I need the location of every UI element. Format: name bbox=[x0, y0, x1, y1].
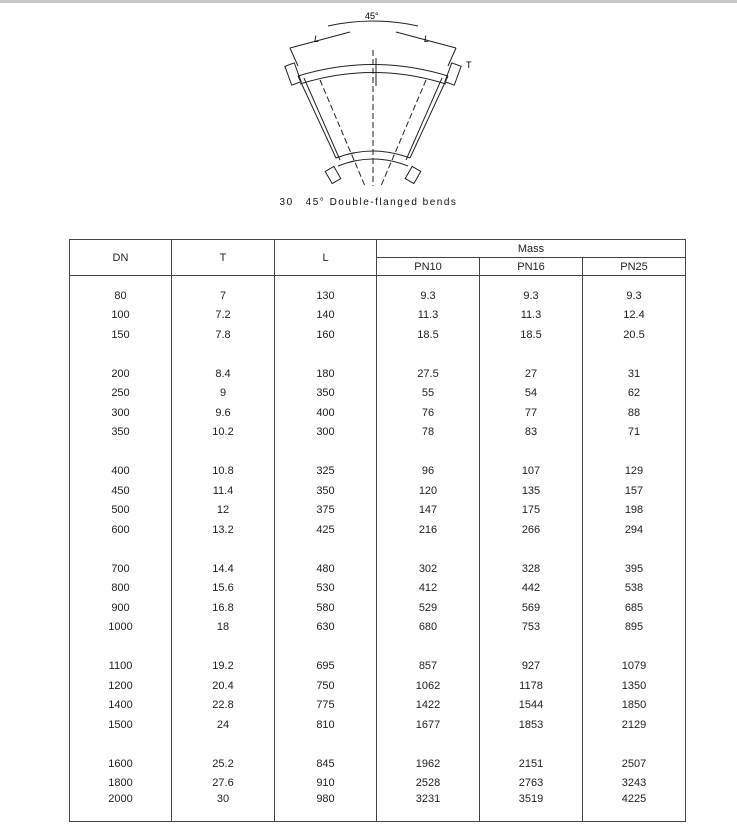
table-row bbox=[70, 618, 686, 638]
spacer-cell bbox=[377, 637, 480, 657]
figure-title: 45° Double-flanged bends bbox=[305, 197, 458, 208]
cell-t: 15.6 bbox=[172, 579, 275, 599]
spacer-cell bbox=[583, 637, 686, 657]
cell-pn25: 198 bbox=[583, 501, 686, 521]
cell-t: 10.8 bbox=[172, 462, 275, 482]
length-label-left: L bbox=[314, 34, 320, 44]
table-row bbox=[70, 715, 686, 735]
bend-diagram bbox=[268, 8, 478, 190]
cell-t: 7.2 bbox=[172, 306, 275, 326]
cell-dn: 1200 bbox=[70, 676, 172, 696]
cell-l: 375 bbox=[275, 501, 377, 521]
cell-pn10: 1422 bbox=[377, 696, 480, 716]
cell-t: 25.2 bbox=[172, 754, 275, 774]
cell-pn16: 2763 bbox=[480, 774, 583, 794]
cell-pn16: 9.3 bbox=[480, 276, 583, 306]
spacer-cell bbox=[480, 345, 583, 365]
table-row bbox=[70, 481, 686, 501]
header-l: L bbox=[275, 240, 377, 276]
cell-l: 130 bbox=[275, 276, 377, 306]
spacer-cell bbox=[377, 442, 480, 462]
spacer-cell bbox=[275, 345, 377, 365]
cell-pn10: 3231 bbox=[377, 793, 480, 822]
cell-pn16: 1853 bbox=[480, 715, 583, 735]
spacer-cell bbox=[172, 345, 275, 365]
spacer-cell bbox=[172, 735, 275, 755]
cell-pn25: 9.3 bbox=[583, 276, 686, 306]
cell-pn10: 680 bbox=[377, 618, 480, 638]
cell-t: 10.2 bbox=[172, 423, 275, 443]
cell-pn10: 1962 bbox=[377, 754, 480, 774]
cell-pn25: 12.4 bbox=[583, 306, 686, 326]
cell-l: 530 bbox=[275, 579, 377, 599]
cell-pn10: 857 bbox=[377, 657, 480, 677]
table-row bbox=[70, 325, 686, 345]
spacer-cell bbox=[480, 442, 583, 462]
spacer-cell bbox=[377, 735, 480, 755]
cell-dn: 900 bbox=[70, 598, 172, 618]
cell-pn25: 538 bbox=[583, 579, 686, 599]
length-label-right: L bbox=[424, 34, 430, 44]
table-row bbox=[70, 276, 686, 306]
cell-pn10: 216 bbox=[377, 520, 480, 540]
cell-pn16: 442 bbox=[480, 579, 583, 599]
cell-pn16: 1178 bbox=[480, 676, 583, 696]
cell-l: 140 bbox=[275, 306, 377, 326]
cell-pn16: 569 bbox=[480, 598, 583, 618]
cell-dn: 350 bbox=[70, 423, 172, 443]
figure-number: 30 bbox=[279, 197, 294, 208]
cell-l: 910 bbox=[275, 774, 377, 794]
cell-pn25: 1850 bbox=[583, 696, 686, 716]
cell-dn: 600 bbox=[70, 520, 172, 540]
table-row bbox=[70, 598, 686, 618]
cell-dn: 1800 bbox=[70, 774, 172, 794]
cell-dn: 150 bbox=[70, 325, 172, 345]
cell-pn16: 3519 bbox=[480, 793, 583, 822]
spacer-cell bbox=[172, 540, 275, 560]
spacer-cell bbox=[70, 442, 172, 462]
cell-pn25: 395 bbox=[583, 559, 686, 579]
cell-pn25: 685 bbox=[583, 598, 686, 618]
cell-pn25: 157 bbox=[583, 481, 686, 501]
cell-pn10: 76 bbox=[377, 403, 480, 423]
cell-pn25: 2507 bbox=[583, 754, 686, 774]
spacer-cell bbox=[275, 540, 377, 560]
cell-dn: 80 bbox=[70, 276, 172, 306]
cell-pn25: 1350 bbox=[583, 676, 686, 696]
cell-pn10: 1062 bbox=[377, 676, 480, 696]
table-row bbox=[70, 696, 686, 716]
table-row bbox=[70, 403, 686, 423]
cell-pn16: 2151 bbox=[480, 754, 583, 774]
table-row bbox=[70, 423, 686, 443]
table-row bbox=[70, 676, 686, 696]
cell-l: 350 bbox=[275, 384, 377, 404]
cell-pn16: 753 bbox=[480, 618, 583, 638]
cell-pn16: 18.5 bbox=[480, 325, 583, 345]
cell-l: 400 bbox=[275, 403, 377, 423]
spacer-cell bbox=[480, 540, 583, 560]
spacer-cell bbox=[583, 540, 686, 560]
cell-dn: 2000 bbox=[70, 793, 172, 822]
spacer-cell bbox=[70, 637, 172, 657]
cell-pn25: 2129 bbox=[583, 715, 686, 735]
cell-pn25: 4225 bbox=[583, 793, 686, 822]
table-row bbox=[70, 559, 686, 579]
cell-pn25: 71 bbox=[583, 423, 686, 443]
cell-t: 30 bbox=[172, 793, 275, 822]
cell-t: 24 bbox=[172, 715, 275, 735]
cell-l: 775 bbox=[275, 696, 377, 716]
cell-pn25: 1079 bbox=[583, 657, 686, 677]
cell-pn16: 27 bbox=[480, 364, 583, 384]
cell-pn25: 31 bbox=[583, 364, 686, 384]
cell-pn25: 294 bbox=[583, 520, 686, 540]
cell-pn16: 927 bbox=[480, 657, 583, 677]
group-spacer bbox=[70, 637, 686, 657]
table-row bbox=[70, 657, 686, 677]
cell-t: 13.2 bbox=[172, 520, 275, 540]
cell-pn16: 266 bbox=[480, 520, 583, 540]
table-row bbox=[70, 754, 686, 774]
table-row bbox=[70, 306, 686, 326]
cell-pn16: 175 bbox=[480, 501, 583, 521]
top-border bbox=[0, 0, 737, 3]
spacer-cell bbox=[70, 540, 172, 560]
cell-dn: 300 bbox=[70, 403, 172, 423]
table-row bbox=[70, 579, 686, 599]
cell-t: 18 bbox=[172, 618, 275, 638]
cell-t: 7 bbox=[172, 276, 275, 306]
cell-pn10: 147 bbox=[377, 501, 480, 521]
header-t: T bbox=[172, 240, 275, 276]
table-row bbox=[70, 384, 686, 404]
cell-l: 425 bbox=[275, 520, 377, 540]
cell-dn: 250 bbox=[70, 384, 172, 404]
header-dn: DN bbox=[70, 240, 172, 276]
group-spacer bbox=[70, 442, 686, 462]
cell-pn10: 96 bbox=[377, 462, 480, 482]
cell-pn10: 18.5 bbox=[377, 325, 480, 345]
cell-pn10: 1677 bbox=[377, 715, 480, 735]
spacer-cell bbox=[172, 637, 275, 657]
cell-pn16: 77 bbox=[480, 403, 583, 423]
cell-pn10: 302 bbox=[377, 559, 480, 579]
table-row bbox=[70, 774, 686, 794]
spacer-cell bbox=[70, 345, 172, 365]
spacer-cell bbox=[377, 540, 480, 560]
header-mass: Mass bbox=[377, 240, 686, 258]
cell-pn16: 54 bbox=[480, 384, 583, 404]
cell-t: 11.4 bbox=[172, 481, 275, 501]
cell-t: 7.8 bbox=[172, 325, 275, 345]
cell-l: 325 bbox=[275, 462, 377, 482]
spacer-cell bbox=[480, 637, 583, 657]
cell-pn16: 107 bbox=[480, 462, 583, 482]
spacer-cell bbox=[377, 345, 480, 365]
cell-pn10: 55 bbox=[377, 384, 480, 404]
cell-l: 480 bbox=[275, 559, 377, 579]
table-body bbox=[70, 276, 686, 822]
header-pn16: PN16 bbox=[480, 258, 583, 276]
table-row bbox=[70, 364, 686, 384]
cell-l: 350 bbox=[275, 481, 377, 501]
cell-l: 750 bbox=[275, 676, 377, 696]
cell-pn10: 529 bbox=[377, 598, 480, 618]
spacer-cell bbox=[172, 442, 275, 462]
cell-dn: 200 bbox=[70, 364, 172, 384]
cell-pn10: 412 bbox=[377, 579, 480, 599]
cell-l: 630 bbox=[275, 618, 377, 638]
table-row bbox=[70, 462, 686, 482]
cell-dn: 700 bbox=[70, 559, 172, 579]
cell-t: 14.4 bbox=[172, 559, 275, 579]
spacer-cell bbox=[275, 442, 377, 462]
cell-dn: 1500 bbox=[70, 715, 172, 735]
table-row bbox=[70, 520, 686, 540]
cell-pn25: 3243 bbox=[583, 774, 686, 794]
cell-pn16: 83 bbox=[480, 423, 583, 443]
thickness-label: T bbox=[466, 60, 472, 70]
cell-t: 12 bbox=[172, 501, 275, 521]
spacer-cell bbox=[583, 345, 686, 365]
cell-pn25: 62 bbox=[583, 384, 686, 404]
cell-pn16: 135 bbox=[480, 481, 583, 501]
cell-l: 845 bbox=[275, 754, 377, 774]
cell-pn16: 328 bbox=[480, 559, 583, 579]
figure-caption bbox=[0, 197, 737, 208]
cell-t: 9 bbox=[172, 384, 275, 404]
header-pn25: PN25 bbox=[583, 258, 686, 276]
spacer-cell bbox=[583, 735, 686, 755]
cell-pn10: 78 bbox=[377, 423, 480, 443]
bend-spec-table bbox=[69, 239, 686, 822]
cell-pn16: 11.3 bbox=[480, 306, 583, 326]
cell-l: 180 bbox=[275, 364, 377, 384]
cell-t: 16.8 bbox=[172, 598, 275, 618]
cell-dn: 1400 bbox=[70, 696, 172, 716]
cell-l: 300 bbox=[275, 423, 377, 443]
spacer-cell bbox=[70, 735, 172, 755]
cell-l: 695 bbox=[275, 657, 377, 677]
cell-t: 20.4 bbox=[172, 676, 275, 696]
spacer-cell bbox=[480, 735, 583, 755]
group-spacer bbox=[70, 345, 686, 365]
header-pn10: PN10 bbox=[377, 258, 480, 276]
cell-pn25: 895 bbox=[583, 618, 686, 638]
cell-dn: 100 bbox=[70, 306, 172, 326]
cell-t: 22.8 bbox=[172, 696, 275, 716]
cell-l: 810 bbox=[275, 715, 377, 735]
cell-pn10: 2528 bbox=[377, 774, 480, 794]
cell-pn25: 20.5 bbox=[583, 325, 686, 345]
cell-pn25: 129 bbox=[583, 462, 686, 482]
cell-t: 8.4 bbox=[172, 364, 275, 384]
table-row bbox=[70, 501, 686, 521]
group-spacer bbox=[70, 540, 686, 560]
cell-pn10: 11.3 bbox=[377, 306, 480, 326]
cell-pn10: 120 bbox=[377, 481, 480, 501]
cell-dn: 1100 bbox=[70, 657, 172, 677]
group-spacer bbox=[70, 735, 686, 755]
cell-t: 9.6 bbox=[172, 403, 275, 423]
cell-dn: 500 bbox=[70, 501, 172, 521]
cell-l: 980 bbox=[275, 793, 377, 822]
cell-pn10: 9.3 bbox=[377, 276, 480, 306]
cell-dn: 1000 bbox=[70, 618, 172, 638]
cell-pn25: 88 bbox=[583, 403, 686, 423]
cell-pn16: 1544 bbox=[480, 696, 583, 716]
cell-l: 580 bbox=[275, 598, 377, 618]
spacer-cell bbox=[583, 442, 686, 462]
cell-t: 19.2 bbox=[172, 657, 275, 677]
cell-dn: 800 bbox=[70, 579, 172, 599]
cell-dn: 400 bbox=[70, 462, 172, 482]
cell-t: 27.6 bbox=[172, 774, 275, 794]
cell-pn10: 27.5 bbox=[377, 364, 480, 384]
angle-label: 45° bbox=[365, 11, 379, 21]
spacer-cell bbox=[275, 735, 377, 755]
cell-l: 160 bbox=[275, 325, 377, 345]
table-row bbox=[70, 793, 686, 822]
spacer-cell bbox=[275, 637, 377, 657]
cell-dn: 450 bbox=[70, 481, 172, 501]
cell-dn: 1600 bbox=[70, 754, 172, 774]
